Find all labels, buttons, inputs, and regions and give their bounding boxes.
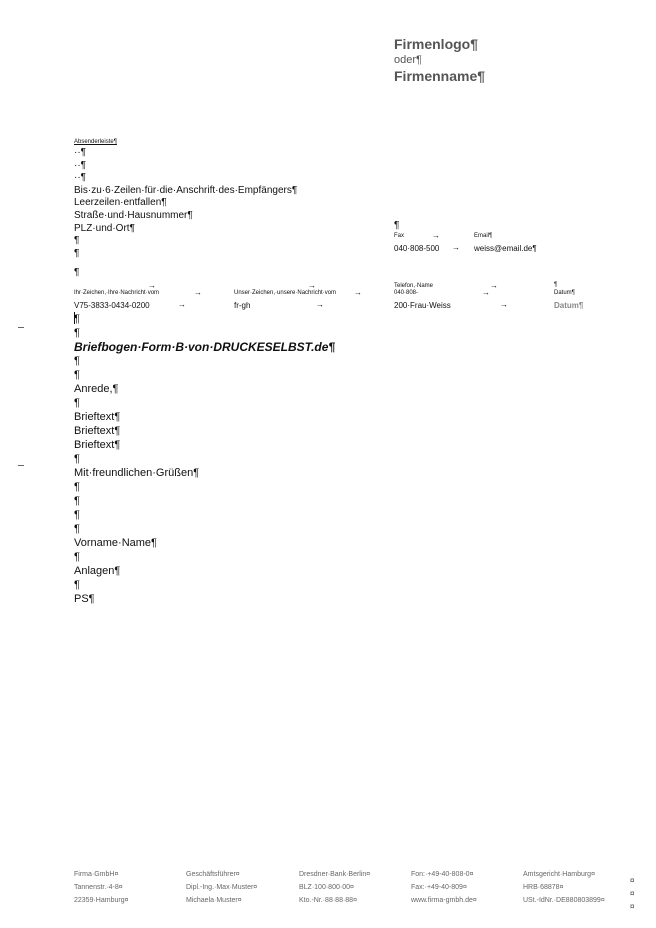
- closing: Mit·freundlichen·Grüßen¶: [74, 467, 200, 479]
- footer-text: 22359·Hamburg¤: [74, 897, 129, 904]
- fold-mark: [18, 465, 24, 466]
- our-reference-label: Unser·Zeichen,·unsere·Nachricht·vom: [234, 290, 337, 296]
- fax-label: Fax: [394, 233, 405, 239]
- date-value: Datum¶: [554, 301, 584, 310]
- footer-text: Michaela·Muster¤: [186, 897, 242, 904]
- footer-column-registry: [523, 868, 605, 907]
- tab-arrow: →: [354, 288, 362, 297]
- footer-text: Kto.-Nr.·88·88·88¤: [299, 897, 357, 904]
- address-line: ¶: [74, 235, 80, 247]
- company-logo-or: oder¶: [394, 54, 422, 66]
- contact-pilcrow: ¶: [394, 220, 400, 231]
- body-line: ¶: [74, 509, 80, 521]
- empty-paragraph: ¶: [74, 313, 80, 325]
- body-line: ¶: [74, 551, 80, 563]
- telefon-label: Telefon,·Name: [394, 283, 434, 289]
- address-line: Leerzeilen·entfallen¶: [74, 197, 167, 209]
- body-line: ¶: [74, 523, 80, 535]
- telefon-label-number: 040·808-: [394, 290, 419, 296]
- fold-mark: [18, 327, 24, 328]
- tab-arrow: →: [500, 300, 508, 309]
- end-of-row-mark: ¤: [630, 902, 635, 911]
- fax-value: 040·808-500: [394, 244, 440, 253]
- body-text-line: Brieftext¶: [74, 439, 121, 451]
- body-text-line: Brieftext¶: [74, 411, 121, 423]
- address-line: Bis·zu·6·Zeilen·für·die·Anschrift·des·Empfängers¶: [74, 184, 298, 196]
- datum-pilcrow: ¶: [554, 282, 558, 288]
- footer-column-company: [74, 868, 128, 907]
- address-line: ··¶: [74, 147, 87, 158]
- body-line: ¶: [74, 397, 80, 409]
- your-reference-label: Ihr·Zeichen,·Ihre·Nachricht·vom: [74, 290, 160, 296]
- our-reference-value: fr-gh: [234, 301, 251, 310]
- address-line: [74, 260, 297, 267]
- footer-column-contact: [411, 868, 477, 907]
- address-line: ··¶: [74, 159, 87, 171]
- tab-arrow: →: [148, 281, 156, 290]
- footer-text: BLZ·100·800·00¤: [299, 884, 354, 891]
- footer-column-management: [186, 868, 257, 907]
- address-line: ¶: [74, 267, 80, 279]
- table-end-marks: [630, 874, 634, 913]
- telefon-value: 200·Frau·Weiss: [394, 301, 451, 310]
- tab-arrow: →: [308, 281, 316, 290]
- footer-text: HRB·68878¤: [523, 884, 564, 891]
- body-line: ¶: [74, 355, 80, 367]
- postscript-line: PS¶: [74, 593, 95, 605]
- tab-arrow: →: [490, 281, 498, 290]
- end-of-row-mark: ¤: [630, 889, 635, 898]
- recipient-address: [74, 147, 297, 280]
- footer-text: Firma·GmbH¤: [74, 871, 119, 878]
- attachments-line: Anlagen¶: [74, 565, 121, 577]
- body-line: ¶: [74, 495, 80, 507]
- tab-arrow: →: [482, 288, 490, 297]
- address-line: Straße·und·Hausnummer¶: [74, 209, 193, 221]
- address-line: ··¶: [74, 172, 87, 184]
- footer-text: Fon:·+49-40-808-0¤: [411, 871, 474, 878]
- tab-arrow: →: [316, 300, 324, 309]
- sender-line: Absenderleiste¶: [74, 139, 117, 145]
- signature-name: Vorname·Name¶: [74, 537, 157, 549]
- body-line: ¶: [74, 579, 80, 591]
- body-line: ¶: [74, 481, 80, 493]
- footer-text: Dresdner·Bank·Berlin¤: [299, 871, 371, 878]
- salutation: Anrede,¶: [74, 383, 119, 395]
- tab-arrow: →: [178, 300, 186, 309]
- datum-label: Datum¶: [554, 290, 575, 296]
- footer-text: USt.-IdNr.·DE880803899¤: [523, 897, 605, 904]
- footer-text: www.firma-gmbh.de¤: [411, 897, 477, 904]
- letter-subject: Briefbogen·Form·B·von·DRUCKESELBST.de¶: [74, 340, 336, 354]
- email-value: weiss@email.de¶: [474, 244, 537, 253]
- tab-arrow: →: [432, 231, 440, 240]
- company-name-line: Firmenname¶: [394, 68, 486, 84]
- company-logo-line: Firmenlogo¶: [394, 36, 479, 52]
- end-of-row-mark: ¤: [630, 876, 635, 885]
- empty-paragraph: ¶: [74, 327, 80, 339]
- body-text-line: Brieftext¶: [74, 425, 121, 437]
- tab-arrow: →: [452, 243, 460, 252]
- tab-arrow: →: [194, 288, 202, 297]
- footer-text: Geschäftsführer¤: [186, 871, 240, 878]
- footer-column-bank: [299, 868, 370, 907]
- body-line: ¶: [74, 369, 80, 381]
- email-label: Email¶: [474, 233, 493, 239]
- footer-text: Dipl.-Ing.·Max·Muster¤: [186, 884, 258, 891]
- address-line: PLZ·und·Ort¶: [74, 222, 135, 234]
- address-line: ¶: [74, 247, 80, 259]
- body-line: ¶: [74, 453, 80, 465]
- your-reference-value: V75-3833-0434-0200: [74, 301, 150, 310]
- letter-body: [74, 312, 335, 606]
- footer-text: Fax:·+49-40-809¤: [411, 884, 467, 891]
- footer-text: Amtsgericht·Hamburg¤: [523, 871, 595, 878]
- footer-text: Tannenstr.·4-8¤: [74, 884, 123, 891]
